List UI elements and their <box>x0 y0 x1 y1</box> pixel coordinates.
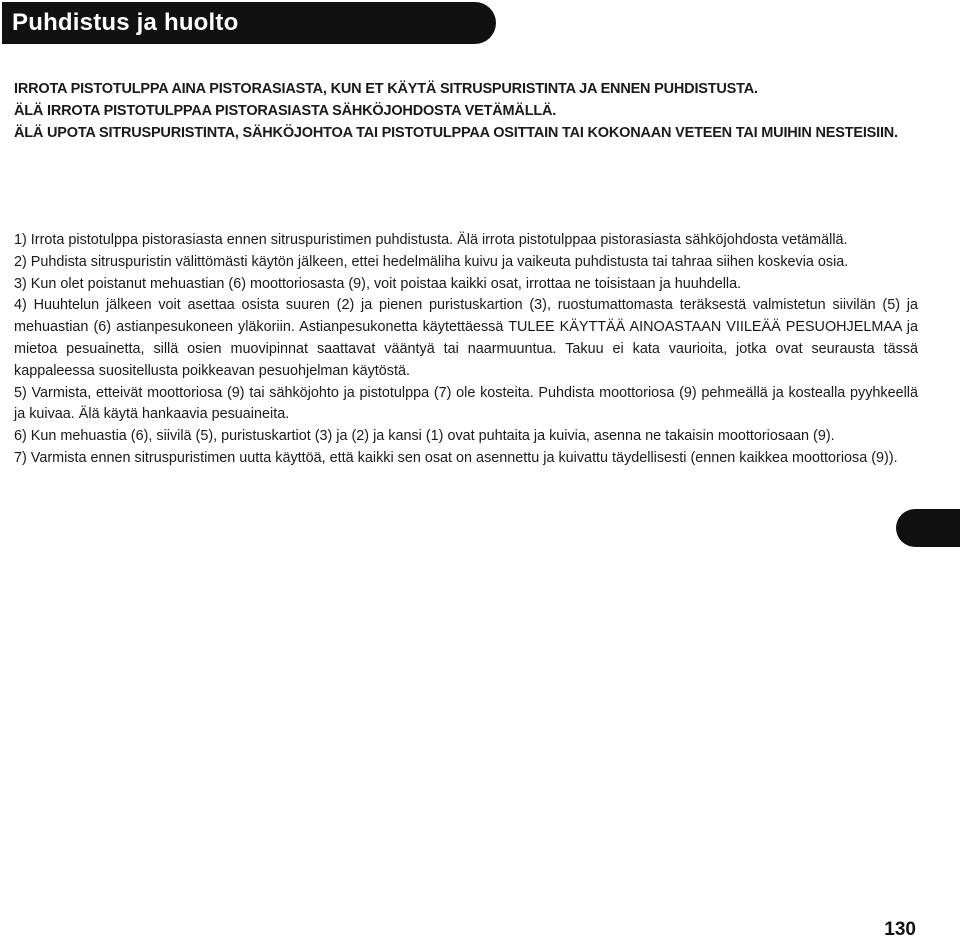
step-6: 6) Kun mehuastia (6), siivilä (5), puristuskartiot (3) ja (2) ja kansi (1) ovat puhtaita ja kuivia, asenna ne takaisin moottoriosaan (9). <box>14 428 835 445</box>
page-number: 130 <box>884 919 916 940</box>
step-1: 1) Irrota pistotulppa pistorasiasta ennen sitruspuristimen puhdistusta. Älä irrota pistotulppaa pistorasiasta sähköjohdosta vetämällä. <box>14 232 848 248</box>
section-title-bar <box>2 2 496 44</box>
warning-unplug: IRROTA PISTOTULPPA AINA PISTORASIASTA, KUN ET KÄYTÄ SITRUSPURISTINTA JA ENNEN PUHDISTUSTA. <box>14 81 758 97</box>
step-4: 4) Huuhtelun jälkeen voit asettaa osista suuren (2) ja pienen puristuskartion (3), ruostumattomasta teräksestä valmistetun siivilän (5) ja mehuastian (6) astianpesukoneen yläkoriin. Astianpesukonetta käytettäessä TULEE KÄYTTÄÄ AINOASTAAN VIILEÄÄ PESUOHJELMAA ja mietoa pesuainetta, sillä osien muovipinnat saattavat vääntyä tai naarmuuntua. Takuu ei kata vaurioita, jotka ovat seurausta tässä kappaleessa suositellusta poikkeavan pesuohjelman käytöstä. <box>14 297 918 379</box>
warning-cord: ÄLÄ IRROTA PISTOTULPPAA PISTORASIASTA SÄHKÖJOHDOSTA VETÄMÄLLÄ. <box>14 103 557 119</box>
step-7: 7) Varmista ennen sitruspuristimen uutta käyttöä, että kaikki sen osat on asennettu ja kuivattu täydellisesti (ennen kaikkea moottoriosa (9)). <box>14 449 898 466</box>
warning-immerse: ÄLÄ UPOTA SITRUSPURISTINTA, SÄHKÖJOHTOA TAI PISTOTULPPAA OSITTAIN TAI KOKONAAN VETEEN TAI MUIHIN NESTEISIIN. <box>14 125 898 141</box>
instruction-steps <box>14 230 918 470</box>
step-5: 5) Varmista, etteivät moottoriosa (9) tai sähköjohto ja pistotulppa (7) ole kosteita. Puhdista moottoriosa (9) pehmeällä ja kostealla pyyhkeellä ja kuivaa. Älä käytä hankaavia pesuaineita. <box>14 384 918 423</box>
step-2: 2) Puhdista sitruspuristin välittömästi käytön jälkeen, ettei hedelmäliha kuivu ja vaikeuta puhdistusta tai tahraa siihen koskevia osia. <box>14 253 849 270</box>
step-3: 3) Kun olet poistanut mehuastian (6) moottoriosasta (9), voit poistaa kaikki osat, irrottaa ne toisistaan ja huuhdella. <box>14 275 742 292</box>
page-title: Puhdistus ja huolto <box>12 9 239 36</box>
warning-block <box>14 78 914 144</box>
language-side-tab <box>896 509 960 547</box>
